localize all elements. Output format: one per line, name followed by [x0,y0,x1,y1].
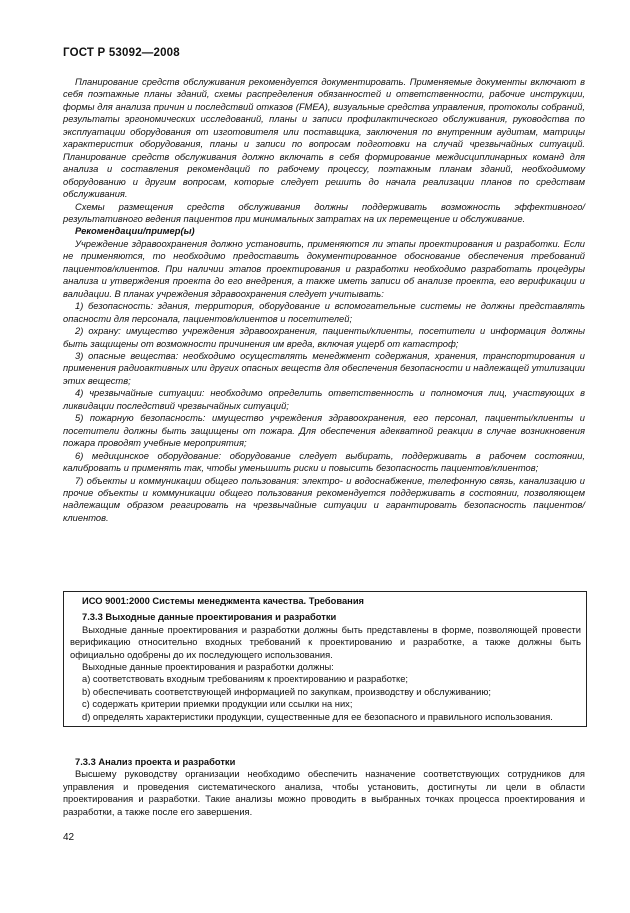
list-item: 6) медицинское оборудование: оборудование следует выбирать, поддерживать в рабочем состоянии, калибровать и применять так, чтобы уменьшить риски и повысить безопасность пациентов/клиентов; [63,450,585,474]
list-item: 1) безопасность: здания, территория, оборудование и вспомогательные системы не должны представлять опасности для персонала, пациентов/клиентов и посетителей; [63,301,585,324]
iso-box-title: ИСО 9001:2000 Системы менеджмента качества. Требования [82,596,365,606]
recommendations-heading: Рекомендации/пример(ы) [75,226,195,237]
list-item: 5) пожарную безопасность: имущество учреждения здравоохранения, его персонал, пациенты/клиенты и посетители должны быть защищены от пожара. Для обеспечения адекватной реакции в случае возникновения пожара проводят учебные мероприятия; [63,413,585,449]
list-item: 3) опасные вещества: необходимо осуществлять менеджмент содержания, хранения, транспортирования и применения радиоактивных или других опасных веществ для обеспечения безопасности и надлежащей утилизации этих веществ; [63,350,585,386]
paragraph: Высшему руководству организации необходимо обеспечить назначение соответствующих сотрудников для управления и проведения систематического анализа, чтобы установить, достигнуты ли цели в области проектирования и разработки. Такие анализы можно проводить в выбранных точках процесса проектирования и разработки, а также после его завершения. [63,769,585,817]
paragraph: Планирование средств обслуживания рекомендуется документировать. Применяемые документы включают в себя поэтажные планы зданий, схемы распределения обязанностей и ответственности, рабочие инструкции, формы для анализа причин и последствий отказов (FMEA), визуальные средства управления, протоколы собраний, результаты эргономических исследований, планы и записи профилактического обслуживания, руководства по эксплуатации оборудования от изготовителя или поставщика, заключения по внутренним аудитам, матрицы характеристик оборудования, планы и записи по вопросам подготовки на случай чрезвычайных ситуаций. Планирование средств обслуживания должно включать в себя формирование междисциплинарных команд для анализа и составления рекомендаций по рабочему процессу, поэтажным планам зданий, необходимому оборудованию и другим вопросам, которые следует решить до начала реализации планов по средствам обслуживания. [63,77,585,200]
list-item: а) соответствовать входным требованиям к проектированию и разработке; [82,674,409,685]
list-item: 4) чрезвычайные ситуации: необходимо определить ответственность и полномочия лиц, участвующих в ликвидации последствий чрезвычайных ситуаций; [63,388,585,411]
page-number: 42 [63,832,75,843]
paragraph: Выходные данные проектирования и разработки должны: [82,662,334,673]
paragraph: Учреждение здравоохранения должно установить, применяются ли этапы проектирования и разработки. Если не применяются, то необходимо предоставить документированное обоснование обеспечения требований пациентов/клиентов. При наличии этапов проектирования и разработки необходимо разработать процедуры анализа и утверждения проекта до его внедрения, а также иметь записи об анализе проекта, его верификации и валидации. В планах учреждения здравоохранения следует учитывать: [63,238,585,299]
paragraph: Выходные данные проектирования и разработки должны быть представлены в форме, позволяющей провести верификацию относительно входных требований к проектированию и разработке, а также должны быть официально одобрены до их последующего использования. [70,624,581,660]
section-heading: 7.3.3 Анализ проекта и разработки [75,757,236,767]
italic-guidance-block [63,76,585,524]
design-review-section [63,756,585,818]
iso-quote-box [63,591,587,727]
paragraph: Схемы размещения средств обслуживания должны поддерживать возможность эффективного/результативного ведения пациентов при минимальных затратах на их перемещение и обслуживание. [63,201,585,224]
iso-section-heading: 7.3.3 Выходные данные проектирования и разработки [82,612,337,623]
list-item: 7) объекты и коммуникации общего пользования: электро- и водоснабжение, телефонную связь, канализацию и прочие объекты и коммуникации общего пользования рекомендуется поддерживать в состоянии, позволяющем надлежащим образом реагировать на чрезвычайные ситуации и гарантировать безопасность пациентов/клиентов. [63,475,585,523]
list-item: b) обеспечивать соответствующей информацией по закупкам, производству и обслуживанию; [82,686,491,697]
standard-header: ГОСТ Р 53092—2008 [63,47,180,59]
list-item: c) содержать критерии приемки продукции или ссылки на них; [82,699,353,710]
list-item: 2) охрану: имущество учреждения здравоохранения, пациенты/клиенты, посетители и информация должны быть защищены от возможности причинения им вреда, включая ущерб от катастроф; [63,326,585,349]
list-item: d) определять характеристики продукции, существенные для ее безопасного и правильного использования. [82,711,553,722]
